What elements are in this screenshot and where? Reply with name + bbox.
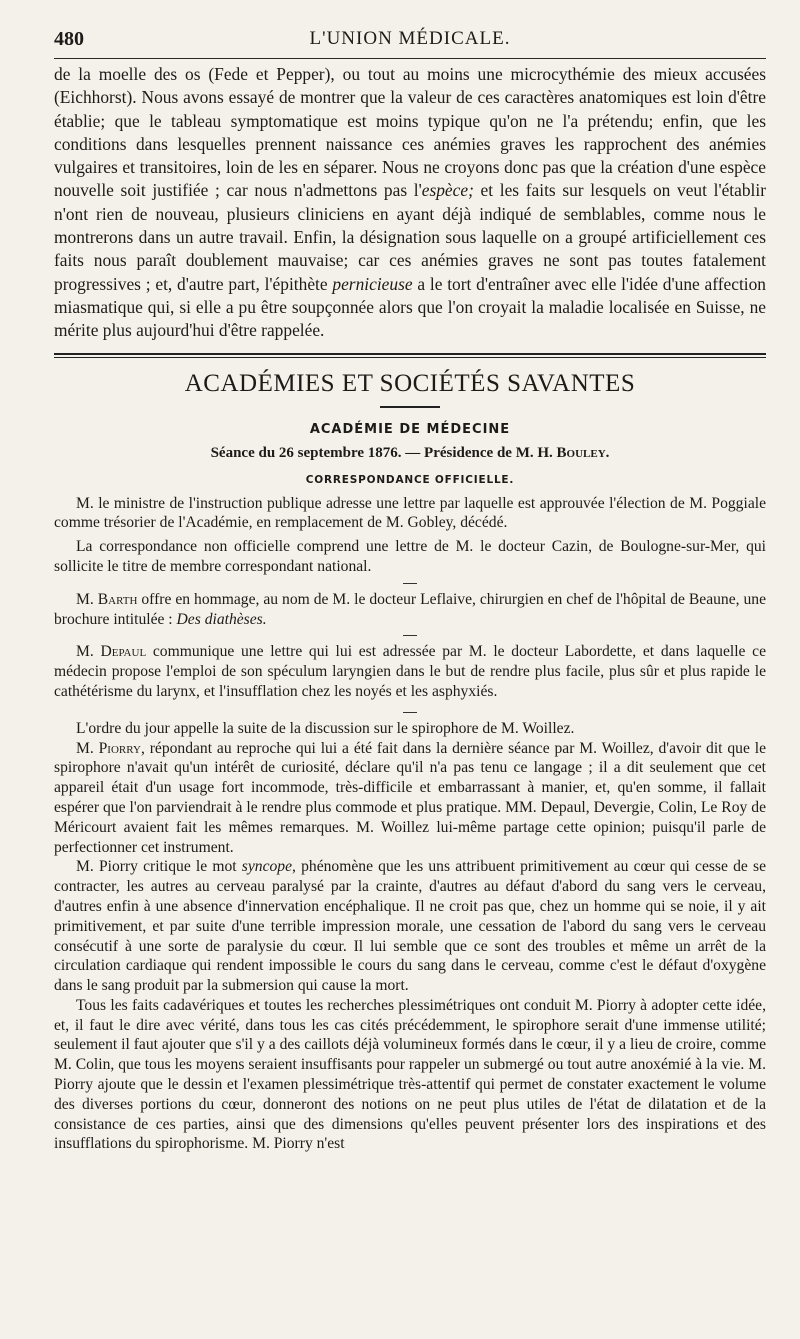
academy-heading: ACADÉMIE DE MÉDECINE [309, 421, 511, 437]
paragraph-correspondence: La correspondance non officielle comprend une lettre de M. le docteur Cazin, de Boulogne-sur-Mer, qui sollicite le titre de membre correspondant national. [54, 538, 766, 575]
session-body [54, 486, 766, 1155]
separator-dash [403, 712, 417, 713]
paragraph-agenda: L'ordre du jour appelle la suite de la discussion sur le spirophore de M. Woillez. [76, 719, 575, 737]
correspondence-heading: CORRESPONDANCE OFFICIELLE. [305, 473, 515, 486]
paragraph-depaul: M. Depaul communique une lettre qui lui est adressée par M. le docteur Labordette, et dans laquelle ce médecin propose l'emploi de son spéculum laryngien dans le but de rendre plus facile, plus sûr et plus rapide le cathétérisme du larynx, et l'insufflation chez les noyés et les asphyxiés. [54, 643, 767, 700]
seance-line: Séance du 26 septembre 1876. — Présidence de M. H. Bouley. [210, 444, 610, 461]
separator-dash [403, 635, 417, 636]
intro-section [54, 63, 766, 343]
intro-paragraph: de la moelle des os (Fede et Pepper), ou tout au moins une microcythémie des mieux accusées (Eichhorst). Nous avons essayé de montrer que la valeur de ces caractères anatomiques est loin d'être établie; que le tableau symptomatique est moins typique qu'on ne l'a prétendu; enfin, que les conditions dans lesquelles prennent naissance ces anémies graves les rapprochent des anémies vulgaires et transitoires, loin de les en séparer. Nous ne croyons donc pas que la création d'une espèce nouvelle soit justifiée ; car nous n'admettons pas l'espèce; et les faits sur lesquels on veut l'établir n'ont rien de nouveau, plusieurs cliniciens en ayant déjà indiqué de semblables, comme nous le montrerons dans un autre travail. Enfin, la désignation sous laquelle on a groupé artificiellement ces faits nous paraît doublement mauvaise; car ces anémies graves ne sont pas toutes fatalement progressives ; et, d'autre part, l'épithète pernicieuse a le tort d'entraîner avec elle l'idée d'une affection miasmatique qui, si elle a pu être soupçonnée alors que l'on croyait la maladie localisée en Suisse, ne mérite plus aujourd'hui d'être rappelée. [54, 64, 767, 341]
running-title: L'UNION MÉDICALE. [309, 28, 511, 49]
paragraph-barth: M. Barth offre en hommage, au nom de M. le docteur Leflaive, chirurgien en chef de l'hôpital de Beaune, une brochure intitulée : Des diathèses. [54, 590, 766, 628]
separator-dash [403, 583, 417, 584]
page-number: 480 [54, 28, 84, 50]
paragraph-minister: M. le ministre de l'instruction publique adresse une lettre par laquelle est approuvée l'élection de M. Poggiale comme trésorier de l'Académie, en remplacement de M. Gobley, décédé. [54, 494, 766, 532]
section-title: ACADÉMIES ET SOCIÉTÉS SAVANTES [184, 369, 636, 397]
header-rule [54, 58, 766, 59]
running-head [54, 0, 766, 58]
paragraph-piorry-reply: M. Piorry, répondant au reproche qui lui a été fait dans la dernière séance par M. Woillez, d'avoir dit que le spirophore n'avait qu'un intérêt de curiosité, déclare qu'il n'a pas tenu ce langage ; il a dit seulement que cet appareil était d'un usage fort incommode, très-difficile et embarrassant à manier, et, qu'en somme, il fallait espérer que l'on parviendrait à le rendre plus commode et plus pratique. MM. Depaul, Devergie, Colin, Le Roy de Méricourt avaient fait les mêmes remarques. M. Woillez lui-même partage cette opinion; puisqu'il parle de perfectionner cet instrument. [54, 739, 766, 856]
paragraph-piorry-syncope: M. Piorry critique le mot syncope, phénomène que les uns attribuent primitivement au cœur qui cesse de se contracter, les autres au cerveau paralysé par la crainte, d'autres au défaut d'abord du sang vers le cerveau, d'autres enfin à une absence d'innervation encéphalique. Il ne croit pas que, chez un homme qui se noie, il y ait primitivement, et par suite d'une terrible impression morale, une cessation de l'abord du sang vers le cerveau consécutif à une sorte de paralysie du cœur. Il lui semble que ce sont des troubles et même un arrêt de la circulation cardiaque qui rendent impossible le cours du sang dans le cerveau, comme c'est le défaut d'oxygène dans le sang produit par la submersion qui cause la mort. [54, 858, 766, 995]
title-underline [380, 406, 440, 408]
section-divider [54, 353, 766, 358]
paragraph-cadaveric-facts: Tous les faits cadavériques et toutes les recherches plessimétriques ont conduit M. Piorry à adopter cette idée, et, il faut le dire avec vérité, dans tous les cas cités précédemment, le spirophore serait d'une immense utilité; seulement il faut ajouter que s'il y a des caillots déjà volumineux formés dans le cœur, il y a lieu de croire, comme M. Colin, que tous les moyens seraient insuffisants pour rappeler un submergé ou tout autre anoxémié à la vie. M. Piorry ajoute que le dessin et l'examen plessimétrique très-attentif qui permet de constater exactement le volume des diverses portions du cœur, donneront des notions on ne peut plus utiles de l'état de dilatation et de la consistance de ces parties, ainsi que des dimensions qu'elles peuvent présenter lors des inspirations et des insufflations du spirophorisme. M. Piorry n'est [54, 996, 766, 1153]
